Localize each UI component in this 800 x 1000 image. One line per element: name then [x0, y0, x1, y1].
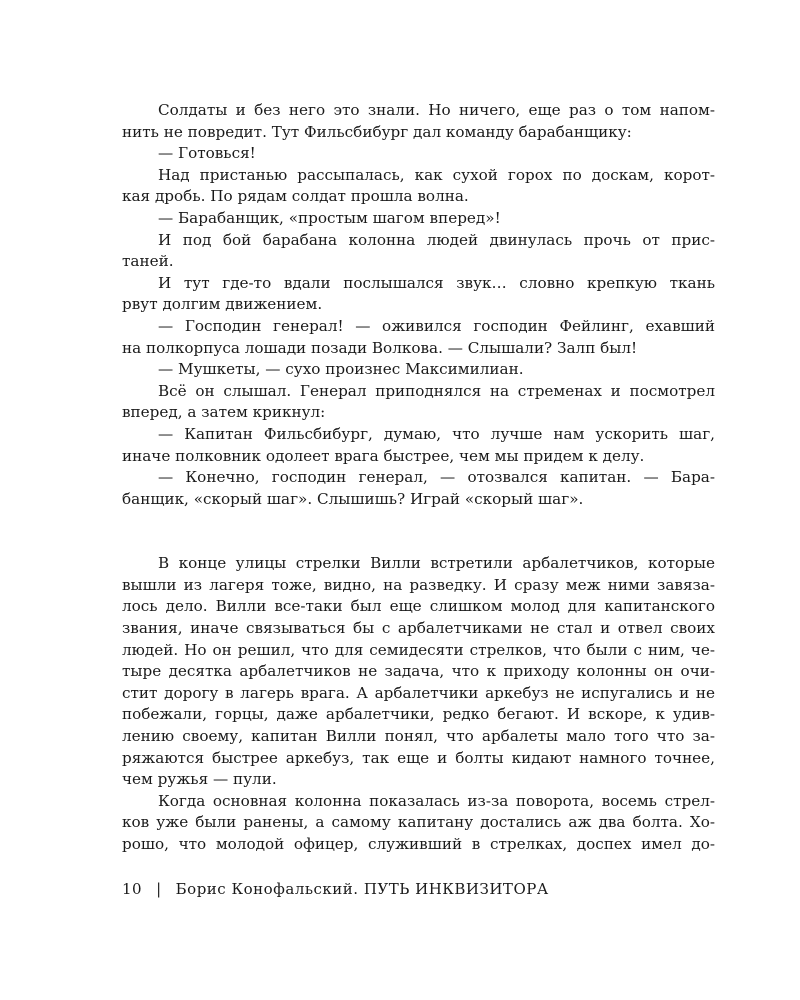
text-line: В конце улицы стрелки Вилли встретили арбалетчиков, которые — [158, 554, 715, 573]
text-line: И тут где-то вдали послышался звук… словно крепкую ткань — [158, 273, 715, 292]
text-line: ряжаются быстрее аркебуз, так еще и болты кидают намного точнее, — [122, 748, 715, 767]
text-line: лению своему, капитан Вилли понял, что арбалеты мало того что за- — [122, 727, 715, 746]
text-line: Над пристанью рассыпалась, как сухой горох по доскам, корот- — [158, 165, 715, 184]
text-line: — Готовься! — [158, 144, 256, 163]
page-footer — [122, 879, 549, 899]
text-line: банщик, «скорый шаг». Слышишь? Играй «скорый шаг». — [122, 489, 584, 508]
text-line: рвут долгим движением. — [122, 295, 323, 314]
text-block-2 — [122, 553, 715, 855]
text-line: Когда основная колонна показалась из-за поворота, восемь стрел- — [158, 791, 715, 810]
section-break — [122, 510, 715, 553]
footer-separator: | — [156, 880, 162, 898]
text-line: Солдаты и без него это знали. Но ничего, еще раз о том напом- — [158, 101, 715, 119]
running-title: Борис Конофальский. ПУТЬ ИНКВИЗИТОРА — [175, 880, 549, 898]
text-line: ков уже были ранены, а самому капитану достались аж два болта. Хо- — [122, 813, 715, 832]
text-line: вперед, а затем крикнул: — [122, 403, 326, 422]
text-line: — Господин генерал! — оживился господин Фейлинг, ехавший — [158, 316, 715, 335]
text-line: таней. — [122, 252, 174, 271]
text-line: Всё он слышал. Генерал приподнялся на стременах и посмотрел — [158, 381, 715, 400]
text-line: чем ружья — пули. — [122, 770, 277, 789]
text-line: тыре десятка арбалетчиков не задача, что к приходу колонны он очи- — [122, 662, 715, 681]
text-line: лось дело. Вилли все-таки был еще слишком молод для капитанского — [122, 597, 715, 616]
text-line: рошо, что молодой офицер, служивший в стрелках, доспех имел до- — [122, 835, 715, 853]
text-line: звания, иначе связываться бы с арбалетчиками не стал и отвел своих — [122, 619, 715, 638]
text-line: — Мушкеты, — сухо произнес Максимилиан. — [158, 360, 524, 379]
page-number: 10 — [122, 880, 143, 898]
text-line: кая дробь. По рядам солдат прошла волна. — [122, 187, 469, 206]
text-line: — Конечно, господин генерал, — отозвался капитан. — Бара- — [158, 468, 715, 487]
text-line: людей. Но он решил, что для семидесяти стрелков, что были с ним, че- — [122, 640, 715, 659]
text-line: — Барабанщик, «простым шагом вперед»! — [158, 208, 501, 227]
text-block-1 — [122, 100, 715, 510]
text-line: вышли из лагеря тоже, видно, на разведку. И сразу меж ними завяза- — [122, 575, 715, 594]
text-line: — Капитан Фильсбибург, думаю, что лучше нам ускорить шаг, — [158, 424, 715, 443]
text-line: побежали, горцы, даже арбалетчики, редко бегают. И вскоре, к удив- — [122, 705, 715, 724]
text-line: на полкорпуса лошади позади Волкова. — Слышали? Залп был! — [122, 338, 638, 357]
text-line: нить не повредит. Тут Фильсбибург дал команду барабанщику: — [122, 122, 632, 141]
text-line: иначе полковник одолеет врага быстрее, чем мы придем к делу. — [122, 446, 645, 465]
text-line: стит дорогу в лагерь врага. А арбалетчики аркебуз не испугались и не — [122, 683, 715, 702]
text-line: И под бой барабана колонна людей двинулась прочь от прис- — [158, 230, 715, 249]
book-page — [122, 100, 715, 856]
